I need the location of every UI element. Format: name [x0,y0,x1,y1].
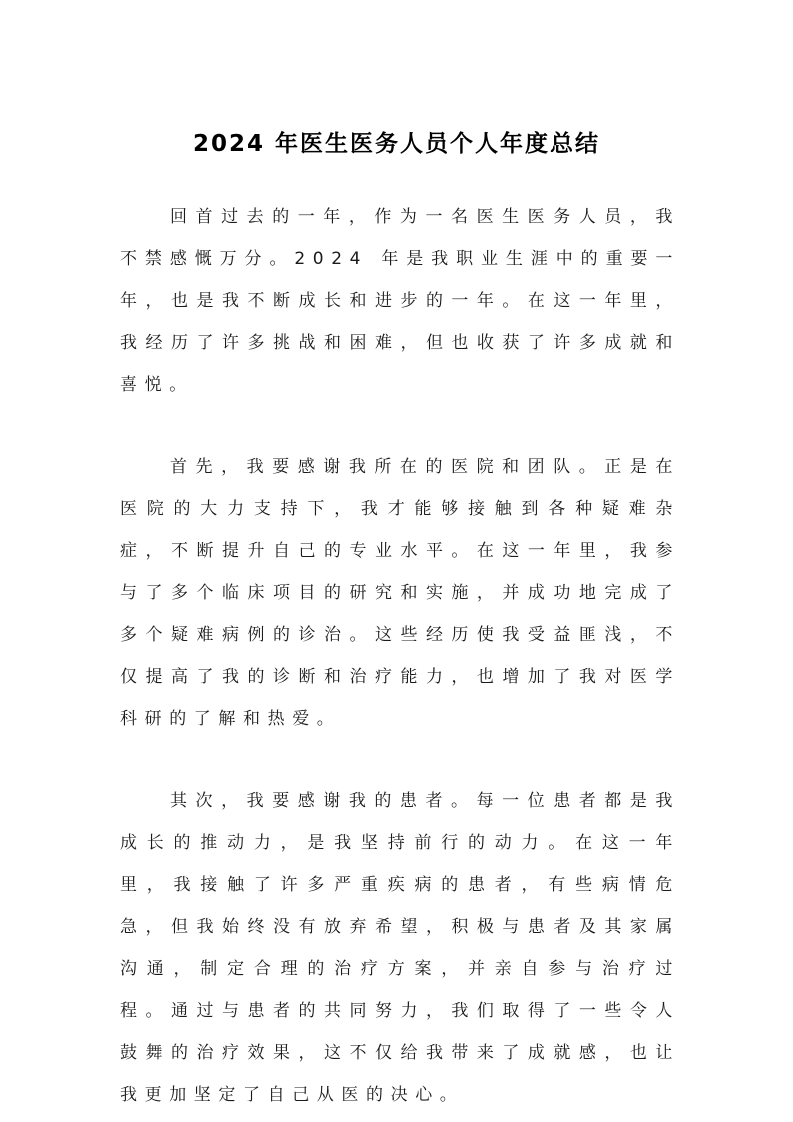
document-body [120,196,680,1116]
paragraph-hospital-thanks: 首先，我要感谢我所在的医院和团队。正是在医院的大力支持下，我才能够接触到各种疑难杂症，不断提升自己的专业水平。在这一年里，我参与了多个临床项目的研究和实施，并成功地完成了多个疑难病例的诊治。这些经历使我受益匪浅，不仅提高了我的诊断和治疗能力，也增加了我对医学科研的了解和热爱。 [120,457,680,729]
paragraph-patient-thanks: 其次，我要感谢我的患者。每一位患者都是我成长的推动力，是我坚持前行的动力。在这一年里，我接触了许多严重疾病的患者，有些病情危急，但我始终没有放弃希望，积极与患者及其家属沟通，制定合理的治疗方案，并亲自参与治疗过程。通过与患者的共同努力，我们取得了一些令人鼓舞的治疗效果，这不仅给我带来了成就感，也让我更加坚定了自己从医的决心。 [120,791,680,1105]
document-title: 2024 年医生医务人员个人年度总结 [192,131,601,157]
paragraph-intro: 回首过去的一年，作为一名医生医务人员，我不禁感慨万分。2024 年是我职业生涯中的重要一年，也是我不断成长和进步的一年。在这一年里，我经历了许多挑战和困难，但也收获了许多成就和喜悦。 [120,207,680,395]
